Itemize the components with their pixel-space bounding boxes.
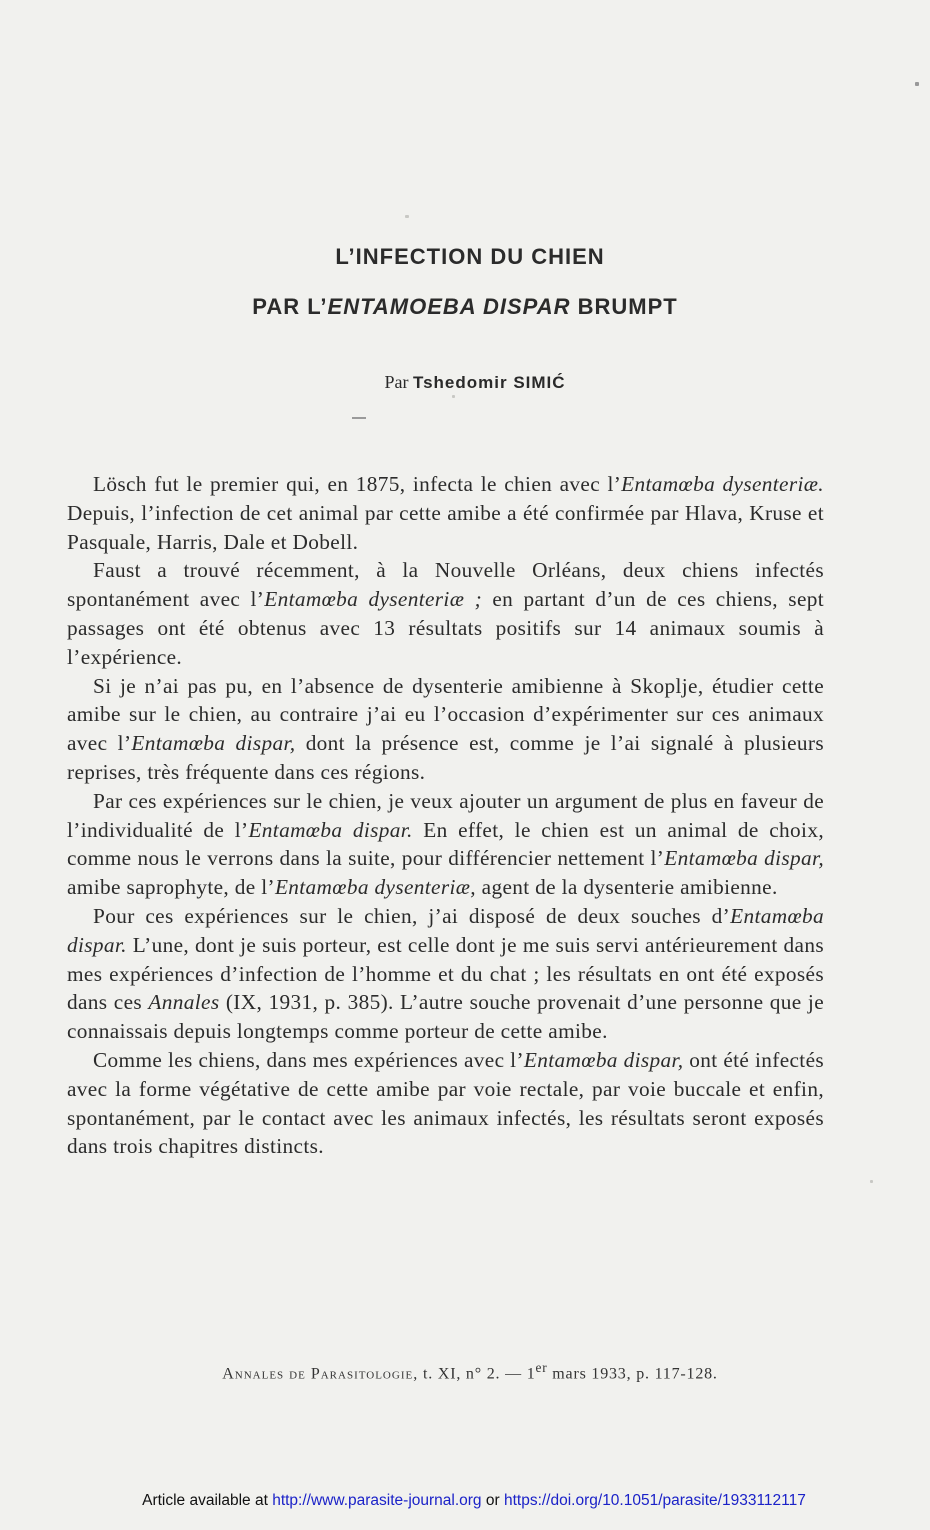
text-run: Lösch fut le premier qui, en 1875, infecta le chien avec l’ [93, 472, 622, 496]
author-name: Tshedomir SIMIĆ [412, 373, 566, 392]
text-run: (IX, 1931, p. 385). L’autre souche provenait d’une personne que je connaissais depuis longtemps comme porteur de cette amibe. [67, 990, 825, 1044]
text-run: amibe saprophyte, de l’ [67, 875, 275, 900]
text-run: Depuis, l’infection de cet animal par cette amibe a été confirmée par Hlava, Kruse et Pasquale, Harris, Dale et Dobell. [67, 500, 824, 554]
journal-link[interactable]: http://www.parasite-journal.org [272, 1492, 482, 1509]
article-body [67, 470, 824, 1161]
species-name: Entamœba dispar, [131, 731, 296, 756]
paragraph-1 [67, 470, 824, 556]
article-title-line-1: L’INFECTION DU CHIEN [335, 244, 605, 269]
journal-name: Annales de Parasitologie, [222, 1365, 419, 1383]
text-run: Pour ces expériences sur le chien, j’ai disposé de deux souches d’ [93, 903, 731, 928]
byline-prefix: Par [384, 372, 413, 392]
paragraph-3 [67, 672, 824, 787]
title-species: ENTAMOEBA DISPAR [327, 294, 571, 319]
species-name: Entamœba dispar, [523, 1047, 684, 1072]
species-name: Entamœba dysenteriæ. [621, 472, 824, 496]
text-run: en partant d’un de ces chiens, sept passages ont été obtenus avec 13 résultats positifs sur 14 animaux soumis à l’expérience. [67, 587, 825, 669]
species-name: Entamœba dysenteriæ, [274, 875, 476, 900]
species-name: Entamœba dispar. [67, 903, 824, 957]
separator-mark [352, 417, 366, 419]
paragraph-6 [67, 1046, 824, 1161]
title-suffix: BRUMPT [570, 294, 678, 319]
text-run: L’une, dont je suis porteur, est celle dont je me suis servi antérieurement dans mes expériences d’infection de l’homme et du chat ; les résultats en ont été exposés dans ces [67, 932, 824, 1015]
text-run: Par ces expériences sur le chien, je veux ajouter un argument de plus en faveur de l’individualité de l’ [67, 788, 824, 842]
journal-citation [0, 1360, 930, 1383]
species-name: Entamœba dispar, [664, 846, 824, 871]
paragraph-5 [67, 902, 824, 1046]
citation-details: t. XI, n° 2. — 1 [418, 1365, 536, 1383]
species-name: Entamœba dispar. [248, 817, 413, 842]
doi-link[interactable]: https://doi.org/10.1051/parasite/1933112117 [503, 1492, 806, 1509]
journal-reference: Annales [148, 990, 220, 1015]
paragraph-2 [67, 556, 824, 671]
citation-details-end: mars 1933, p. 117-128. [547, 1365, 718, 1383]
text-run: ont été infectés avec la forme végétative de cette amibe par voie rectale, par voie buccale et enfin, spontanément, par le contact avec les animaux infectés, les résultats seront exposés dans trois chapitres distincts. [67, 1047, 825, 1159]
article-title-line-2 [0, 294, 930, 320]
text-run: agent de la dysenterie amibienne. [475, 875, 778, 900]
text-run: Faust a trouvé récemment, à la Nouvelle Orléans, deux chiens infectés spontanément avec l’ [67, 558, 824, 612]
availability-notice [0, 1492, 930, 1510]
text-run: dont la présence est, comme je l’ai signalé à plusieurs reprises, très fréquente dans ces régions. [67, 731, 824, 784]
text-run: Comme les chiens, dans mes expériences avec l’ [93, 1047, 524, 1072]
availability-prefix: Article available at [142, 1492, 273, 1509]
availability-middle: or [481, 1492, 504, 1509]
paragraph-4 [67, 787, 824, 902]
species-name: Entamœba dysenteriæ ; [264, 587, 483, 612]
author-byline [0, 372, 930, 393]
title-prefix: PAR L’ [252, 294, 328, 319]
text-run: En effet, le chien est un animal de choix, comme nous le verrons dans la suite, pour différencier nettement l’ [67, 817, 824, 871]
text-run: Si je n’ai pas pu, en l’absence de dysenterie amibienne à Skoplje, étudier cette amibe sur le chien, au contraire j’ai eu l’occasion d’expérimenter sur ces animaux avec l’ [67, 673, 824, 756]
citation-superscript: er [535, 1360, 548, 1375]
